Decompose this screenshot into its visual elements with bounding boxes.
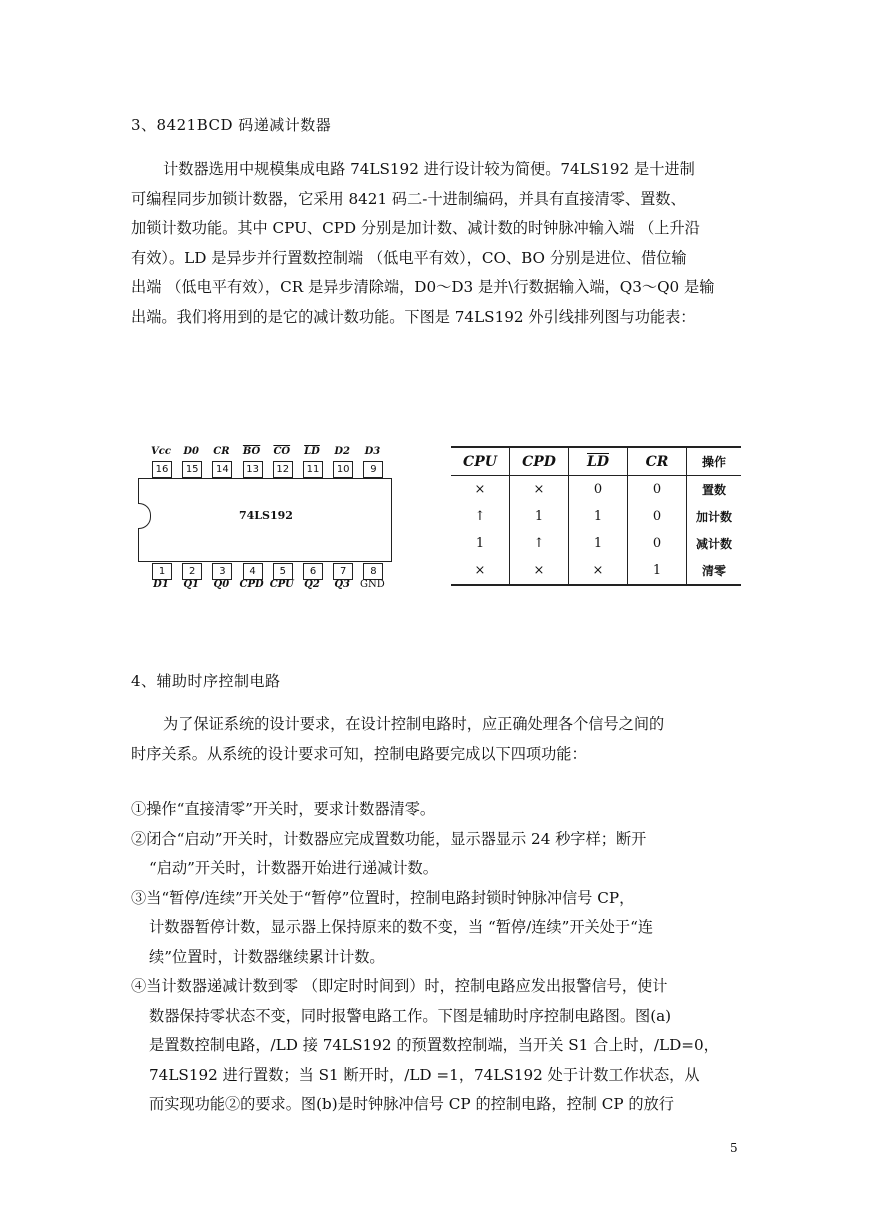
pin-number-bottom: 1	[152, 563, 172, 580]
pin-label-bottom: CPD	[239, 579, 264, 590]
table-cell: ↑	[474, 509, 486, 524]
pin-label-bottom: CPU	[269, 579, 294, 590]
pin-label-top: D2	[334, 446, 350, 457]
section-3-heading: 3、8421BCD 码递减计数器	[131, 116, 332, 134]
pin-number-top: 12	[273, 461, 293, 478]
function-table	[451, 446, 741, 586]
para-line: 时序关系。从系统的设计要求可知，控制电路要完成以下四项功能：	[131, 744, 587, 763]
pin-number-bottom: 6	[303, 563, 323, 580]
table-cell: 1	[475, 536, 485, 551]
para-line: 出端。我们将用到的是它的减计数功能。下图是 74LS192 外引线排列图与功能表：	[131, 307, 696, 326]
table-cell: ×	[569, 557, 628, 585]
list-item-line: 计数器暂停计数，显示器上保持原来的数不变，当 “暂停/连续”开关处于“连	[149, 918, 654, 936]
pin-label-bottom: D1	[153, 579, 169, 590]
para-line: 加锁计数功能。其中 CPU、CPD 分别是加计数、减计数的时钟脉冲输入端 （上升沿	[131, 219, 700, 237]
table-cell: ×	[474, 563, 486, 578]
list-item	[131, 825, 743, 884]
list-item-line: 是置数控制电路，/LD 接 74LS192 的预置数控制端，当开关 S1 合上时，/LD=0，	[149, 1036, 719, 1054]
chip-name: 74LS192	[239, 509, 293, 522]
pin-number-bottom: 8	[363, 563, 383, 580]
table-cell: 1	[569, 503, 628, 530]
list-item-line: ②闭合“启动”开关时，计数器应完成置数功能，显示器显示 24 秒字样；断开	[131, 829, 647, 848]
pin-label-bottom: Q2	[304, 579, 320, 590]
list-item	[131, 795, 743, 825]
pin-label-top: $\overline{CO}$	[273, 446, 291, 457]
chip-notch	[138, 503, 151, 529]
chip-pinout-diagram	[138, 446, 392, 594]
table-cell: 0	[628, 503, 687, 530]
table-cell: ×	[474, 482, 486, 497]
table-cell: 1	[510, 503, 569, 530]
pin-number-bottom: 2	[182, 563, 202, 580]
list-item	[131, 884, 743, 973]
list-item-line: ③当“暂停/连续”开关处于“暂停”位置时，控制电路封锁时钟脉冲信号 CP，	[131, 888, 635, 907]
pin-number-bottom: 5	[273, 563, 293, 580]
table-cell: 1	[569, 530, 628, 557]
table-row	[451, 476, 741, 504]
header-cr: CR	[628, 447, 687, 476]
pin-number-bottom: 7	[333, 563, 353, 580]
table-cell: 减计数	[687, 530, 742, 557]
para-line: 可编程同步加锁计数器，它采用 8421 码二-十进制编码，并具有直接清零、置数、	[131, 189, 686, 208]
pin-label-top: $\overline{BO}$	[242, 446, 261, 457]
function-list	[131, 795, 743, 1120]
pin-number-top: 16	[152, 461, 172, 478]
table-cell: 清零	[687, 557, 742, 585]
header-cpu: CPU	[463, 453, 497, 470]
table-row	[451, 503, 741, 530]
table-cell: 0	[628, 530, 687, 557]
pin-number-top: 10	[333, 461, 353, 478]
pin-label-bottom: Q0	[213, 579, 230, 590]
para-line: 出端 （低电平有效），CR 是异步清除端，D0～D3 是并\行数据输入端，Q3～Q0 是输	[131, 278, 715, 296]
header-operation: 操作	[687, 447, 742, 476]
table-cell: 置数	[687, 476, 742, 504]
list-item-line: 续”位置时，计数器继续累计计数。	[149, 947, 385, 966]
pin-number-top: 11	[303, 461, 323, 478]
pin-number-bottom: 4	[243, 563, 263, 580]
pin-number-top: 9	[363, 461, 383, 478]
section-4-heading: 4、辅助时序控制电路	[131, 672, 281, 690]
table-cell: 0	[628, 476, 687, 504]
para-line: 计数器选用中规模集成电路 74LS192 进行设计较为简便。74LS192 是十进制	[163, 160, 695, 178]
table-cell: 0	[569, 476, 628, 504]
pin-label-bottom: GND	[360, 579, 385, 590]
table-cell: 加计数	[687, 503, 742, 530]
pin-number-bottom: 3	[212, 563, 232, 580]
table-cell: ↑	[510, 530, 569, 557]
pin-label-bottom: Q1	[183, 579, 200, 590]
list-item	[131, 972, 743, 1120]
para-line: 为了保证系统的设计要求，在设计控制电路时，应正确处理各个信号之间的	[163, 715, 665, 733]
pin-label-top: D0	[183, 446, 199, 457]
list-item-line: ①操作“直接清零”开关时，要求计数器清零。	[131, 800, 436, 818]
table-cell: ×	[510, 557, 569, 585]
list-item-line: “启动”开关时，计数器开始进行递减计数。	[149, 859, 438, 877]
table-cell: 1	[628, 557, 687, 585]
pin-label-top: Vcc	[151, 446, 171, 457]
list-item-line: ④当计数器递减计数到零 （即定时时间到）时，控制电路应发出报警信号，使计	[131, 977, 668, 995]
table-cell: ×	[510, 476, 569, 504]
header-ld: $\overline{LD}$	[569, 447, 628, 476]
pin-number-top: 13	[243, 461, 263, 478]
para-line: 有效）。LD 是异步并行置数控制端 （低电平有效），CO、BO 分别是进位、借位输	[131, 248, 687, 267]
pin-label-top: $\overline{LD}$	[304, 446, 320, 457]
list-item-line: 数器保持零状态不变，同时报警电路工作。下图是辅助时序控制电路图。图(a)	[149, 1006, 672, 1025]
chip-body	[138, 478, 392, 562]
section-3-paragraph	[131, 155, 741, 332]
pin-label-top: CR	[213, 446, 230, 457]
table-row	[451, 557, 741, 585]
list-item-line: 而实现功能②的要求。图(b)是时钟脉冲信号 CP 的控制电路，控制 CP 的放行	[149, 1095, 674, 1113]
table-row	[451, 530, 741, 557]
header-cpd: CPD	[510, 447, 569, 476]
pin-number-top: 15	[182, 461, 202, 478]
pin-number-top: 14	[212, 461, 232, 478]
list-item-line: 74LS192 进行置数；当 S1 断开时，/LD =1，74LS192 处于计数工作状态，从	[149, 1065, 700, 1084]
section-4-paragraph	[131, 710, 741, 769]
pin-label-top: D3	[364, 446, 381, 457]
pin-label-bottom: Q3	[334, 579, 351, 590]
page-number: 5	[730, 1141, 738, 1155]
